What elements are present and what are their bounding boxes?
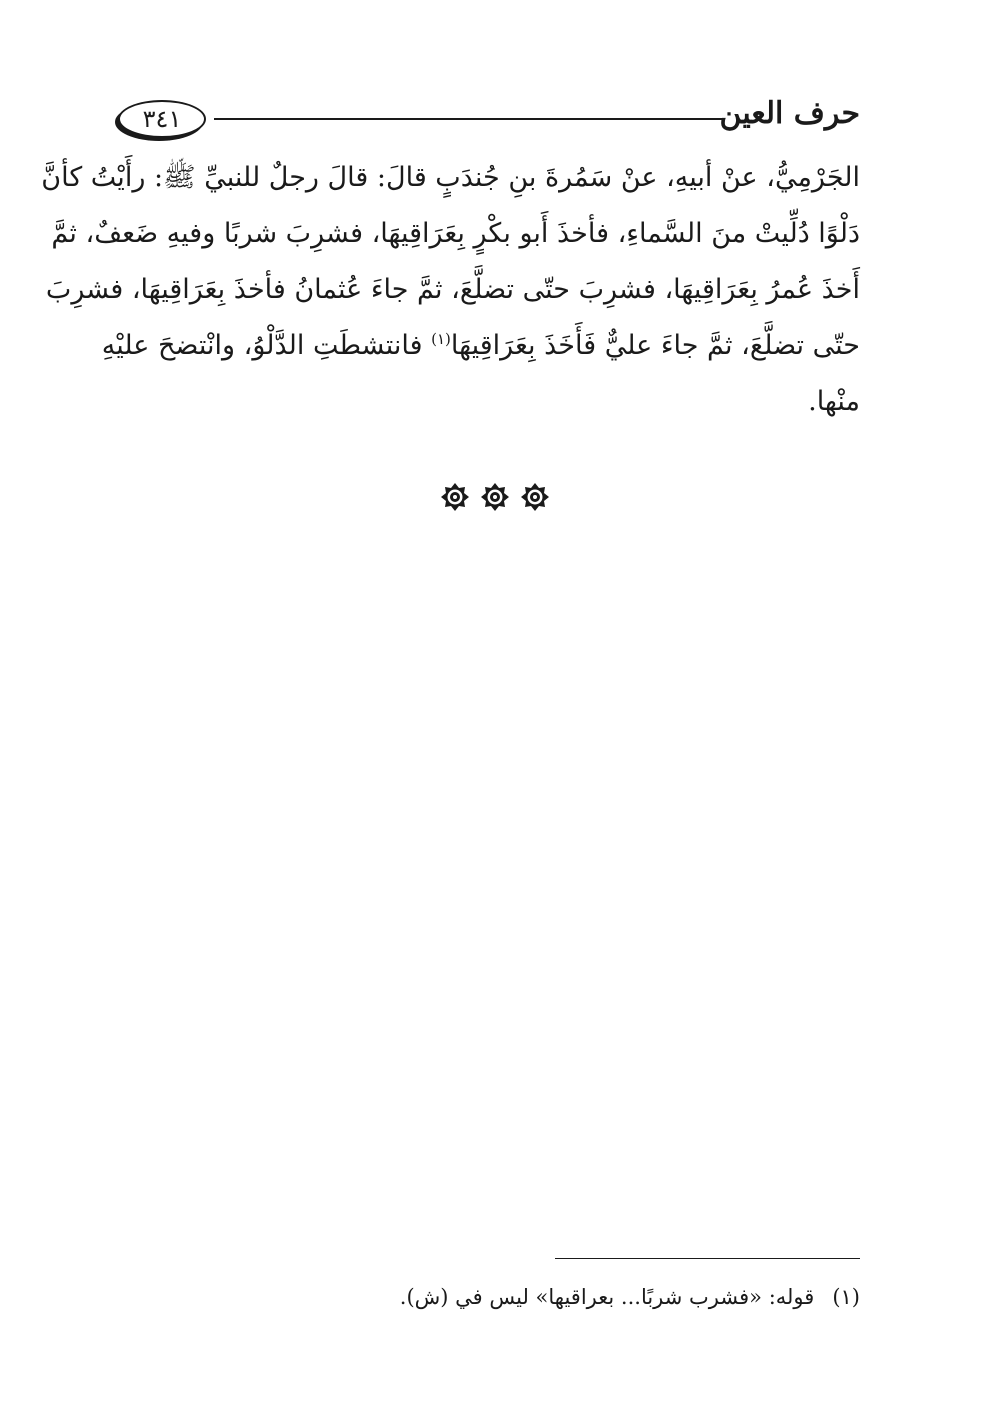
page-number-badge	[118, 100, 206, 138]
text-line-3: أَخذَ عُمرُ بِعَرَاقِيهَا، فشرِبَ حتّى تضلَّعَ، ثمَّ جاءَ عُثمانُ فأخذَ بِعَرَاقِيهَا، فشرِبَ	[45, 274, 860, 305]
footnote-body: قوله: «فشرب شربًا... بعراقيها» ليس في (ش).	[399, 1285, 815, 1309]
text-line-1: الجَرْمِيُّ، عنْ أبيهِ، عنْ سَمُرةَ بنِ جُندَبٍ قالَ: قالَ رجلٌ للنبيِّ ﷺ: رأَيْتُ كأنَّ	[41, 162, 860, 193]
text-line-5: منْها.	[808, 386, 860, 417]
text-line-4-start: حتّى تضلَّعَ، ثمَّ جاءَ عليٌّ فَأَخَذَ بِعَرَاقِيهَا	[450, 330, 860, 361]
header-rule	[214, 118, 724, 120]
footnote	[400, 1280, 860, 1314]
page-header	[118, 92, 860, 142]
main-text	[41, 150, 860, 430]
rosette-icon	[480, 482, 510, 512]
rosette-icon	[440, 482, 470, 512]
text-line-4	[101, 318, 860, 374]
section-ornament	[0, 482, 990, 512]
chapter-title: حرف العين	[719, 96, 860, 131]
footnote-divider	[555, 1258, 860, 1259]
footnote-number: (١)	[832, 1285, 860, 1309]
rosette-icon	[520, 482, 550, 512]
text-line-2: دَلْوًا دُلِّيتْ منَ السَّماءِ، فأخذَ أَبو بكْرٍ بِعَرَاقِيهَا، فشرِبَ شربًا وفيهِ ضَعفٌ، ثمَّ	[51, 218, 860, 249]
text-line-4-end: فانتشطَتِ الدَّلْوُ، وانْتضحَ عليْهِ	[101, 330, 423, 361]
page-number: ٣٤١	[142, 105, 182, 133]
footnote-reference[interactable]: (١)	[431, 330, 451, 348]
